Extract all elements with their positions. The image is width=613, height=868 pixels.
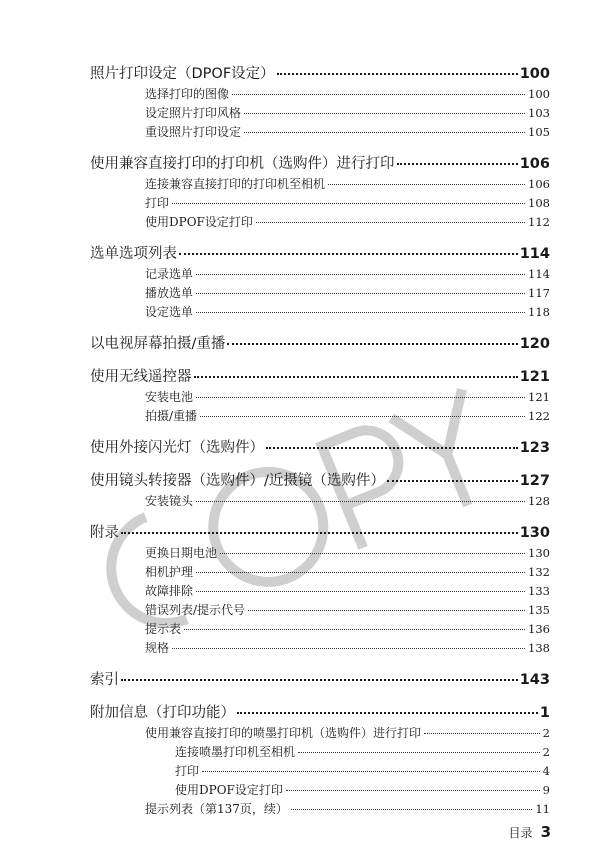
item-page: 130 <box>528 546 550 560</box>
toc-item[interactable] <box>90 213 550 230</box>
dot-leader <box>121 679 518 681</box>
item-title: 提示列表（第137页，续） <box>145 802 288 816</box>
section-title: 使用无线遥控器 <box>90 369 192 385</box>
toc-item[interactable] <box>90 601 550 618</box>
section-page: 114 <box>519 246 550 262</box>
dot-leader <box>298 752 540 753</box>
toc-item[interactable] <box>90 563 550 580</box>
toc-item[interactable] <box>90 544 550 561</box>
item-page: 122 <box>528 409 550 423</box>
toc-item[interactable] <box>90 582 550 599</box>
section-gap <box>90 320 550 325</box>
item-title: 播放选单 <box>145 286 194 300</box>
dot-leader <box>196 293 525 294</box>
toc-section[interactable] <box>90 436 550 457</box>
section-title: 使用外接闪光灯（选购件） <box>90 440 264 456</box>
item-title: 设定选单 <box>145 305 194 319</box>
toc-item[interactable] <box>90 620 550 637</box>
item-page: 121 <box>528 390 550 404</box>
section-title: 照片打印设定（DPOF设定） <box>90 66 275 82</box>
section-page: 106 <box>519 156 550 172</box>
item-page: 118 <box>528 305 550 319</box>
item-title: 安装镜头 <box>145 494 194 508</box>
toc-item[interactable] <box>90 743 550 760</box>
section-page: 143 <box>519 672 550 688</box>
section-gap <box>90 689 550 694</box>
item-page: 11 <box>535 802 550 816</box>
toc-item[interactable] <box>90 194 550 211</box>
toc-item[interactable] <box>90 303 550 320</box>
footer-label: 目录 <box>508 826 533 840</box>
toc-item[interactable] <box>90 175 550 192</box>
dot-leader <box>200 416 525 417</box>
item-title: 安装电池 <box>145 390 194 404</box>
dot-leader <box>202 771 540 772</box>
dot-leader <box>121 532 518 534</box>
toc-item[interactable] <box>90 492 550 509</box>
item-page: 136 <box>528 622 550 636</box>
toc-item[interactable] <box>90 800 550 817</box>
item-page: 117 <box>528 286 550 300</box>
section-gap <box>90 140 550 145</box>
toc-section[interactable] <box>90 469 550 490</box>
item-title: 使用DPOF设定打印 <box>145 215 253 229</box>
dot-leader <box>397 163 518 165</box>
item-title: 使用DPOF设定打印 <box>175 783 283 797</box>
dot-leader <box>196 591 525 592</box>
item-page: 135 <box>528 603 550 617</box>
section-page: 123 <box>519 440 550 456</box>
dot-leader <box>266 447 518 449</box>
item-page: 112 <box>528 215 550 229</box>
dot-leader <box>244 113 525 114</box>
toc-item[interactable] <box>90 762 550 779</box>
item-title: 故障排除 <box>145 584 194 598</box>
table-of-contents <box>90 55 550 822</box>
section-page: 121 <box>519 369 550 385</box>
dot-leader <box>220 553 525 554</box>
item-page: 2 <box>542 745 550 759</box>
toc-item[interactable] <box>90 265 550 282</box>
toc-section[interactable] <box>90 701 550 722</box>
dot-leader <box>179 253 518 255</box>
item-title: 更换日期电池 <box>145 546 218 560</box>
section-title: 以电视屏幕拍摄/重播 <box>90 336 226 352</box>
dot-leader <box>196 312 525 313</box>
item-page: 100 <box>528 87 550 101</box>
dot-leader <box>196 572 525 573</box>
section-page: 130 <box>519 525 550 541</box>
item-title: 设定照片打印风格 <box>145 106 242 120</box>
item-page: 4 <box>542 764 550 778</box>
section-title: 选单选项列表 <box>90 246 177 262</box>
item-title: 错误列表/提示代号 <box>145 603 246 617</box>
dot-leader <box>184 629 525 630</box>
toc-section[interactable] <box>90 668 550 689</box>
toc-item[interactable] <box>90 284 550 301</box>
toc-item[interactable] <box>90 639 550 656</box>
toc-section[interactable] <box>90 365 550 386</box>
section-page: 1 <box>539 705 550 721</box>
toc-section[interactable] <box>90 242 550 263</box>
item-page: 108 <box>528 196 550 210</box>
dot-leader <box>277 73 518 75</box>
dot-leader <box>196 501 525 502</box>
item-title: 连接兼容直接打印的打印机至相机 <box>145 177 326 191</box>
item-page: 9 <box>542 783 550 797</box>
section-gap <box>90 230 550 235</box>
dot-leader <box>256 222 525 223</box>
toc-item[interactable] <box>90 104 550 121</box>
section-page: 127 <box>519 473 550 489</box>
item-page: 128 <box>528 494 550 508</box>
item-page: 103 <box>528 106 550 120</box>
dot-leader <box>424 733 540 734</box>
item-title: 打印 <box>145 196 170 210</box>
item-page: 133 <box>528 584 550 598</box>
item-page: 105 <box>528 125 550 139</box>
dot-leader <box>196 274 525 275</box>
item-title: 记录选单 <box>145 267 194 281</box>
dot-leader <box>232 94 525 95</box>
section-title: 使用兼容直接打印的打印机（选购件）进行打印 <box>90 156 395 172</box>
section-page: 100 <box>519 66 550 82</box>
item-title: 提示表 <box>145 622 182 636</box>
dot-leader <box>194 376 518 378</box>
dot-leader <box>328 184 525 185</box>
section-title: 附录 <box>90 525 119 541</box>
toc-section[interactable] <box>90 521 550 542</box>
toc-section[interactable] <box>90 332 550 353</box>
dot-leader <box>196 397 525 398</box>
toc-item[interactable] <box>90 85 550 102</box>
dot-leader <box>248 610 525 611</box>
section-title: 使用镜头转接器（选购件）/近摄镜（选购件） <box>90 473 385 489</box>
item-title: 选择打印的图像 <box>145 87 230 101</box>
item-title: 打印 <box>175 764 200 778</box>
page-number: 3 <box>540 823 551 841</box>
section-gap <box>90 424 550 429</box>
item-title: 规格 <box>145 641 170 655</box>
toc-section[interactable] <box>90 62 550 83</box>
toc-item[interactable] <box>90 781 550 798</box>
toc-item[interactable] <box>90 724 550 741</box>
item-title: 连接喷墨打印机至相机 <box>175 745 296 759</box>
dot-leader <box>172 648 525 649</box>
dot-leader <box>387 480 518 482</box>
item-page: 106 <box>528 177 550 191</box>
section-gap <box>90 457 550 462</box>
toc-item[interactable] <box>90 407 550 424</box>
item-title: 重设照片打印设定 <box>145 125 242 139</box>
item-page: 114 <box>528 267 550 281</box>
section-title: 索引 <box>90 672 119 688</box>
item-title: 拍摄/重播 <box>145 409 198 423</box>
toc-section[interactable] <box>90 152 550 173</box>
item-title: 使用兼容直接打印的喷墨打印机（选购件）进行打印 <box>145 726 422 740</box>
item-page: 2 <box>542 726 550 740</box>
item-page: 138 <box>528 641 550 655</box>
section-gap <box>90 656 550 661</box>
dot-leader <box>237 712 538 714</box>
toc-item[interactable] <box>90 123 550 140</box>
page-footer <box>509 823 551 841</box>
dot-leader <box>286 790 540 791</box>
section-page: 120 <box>519 336 550 352</box>
item-page: 132 <box>528 565 550 579</box>
dot-leader <box>244 132 525 133</box>
dot-leader <box>291 809 532 810</box>
section-gap <box>90 509 550 514</box>
toc-item[interactable] <box>90 388 550 405</box>
section-title: 附加信息（打印功能） <box>90 705 235 721</box>
item-title: 相机护理 <box>145 565 194 579</box>
dot-leader <box>172 203 525 204</box>
dot-leader <box>227 343 517 345</box>
section-gap <box>90 353 550 358</box>
section-gap <box>90 817 550 822</box>
